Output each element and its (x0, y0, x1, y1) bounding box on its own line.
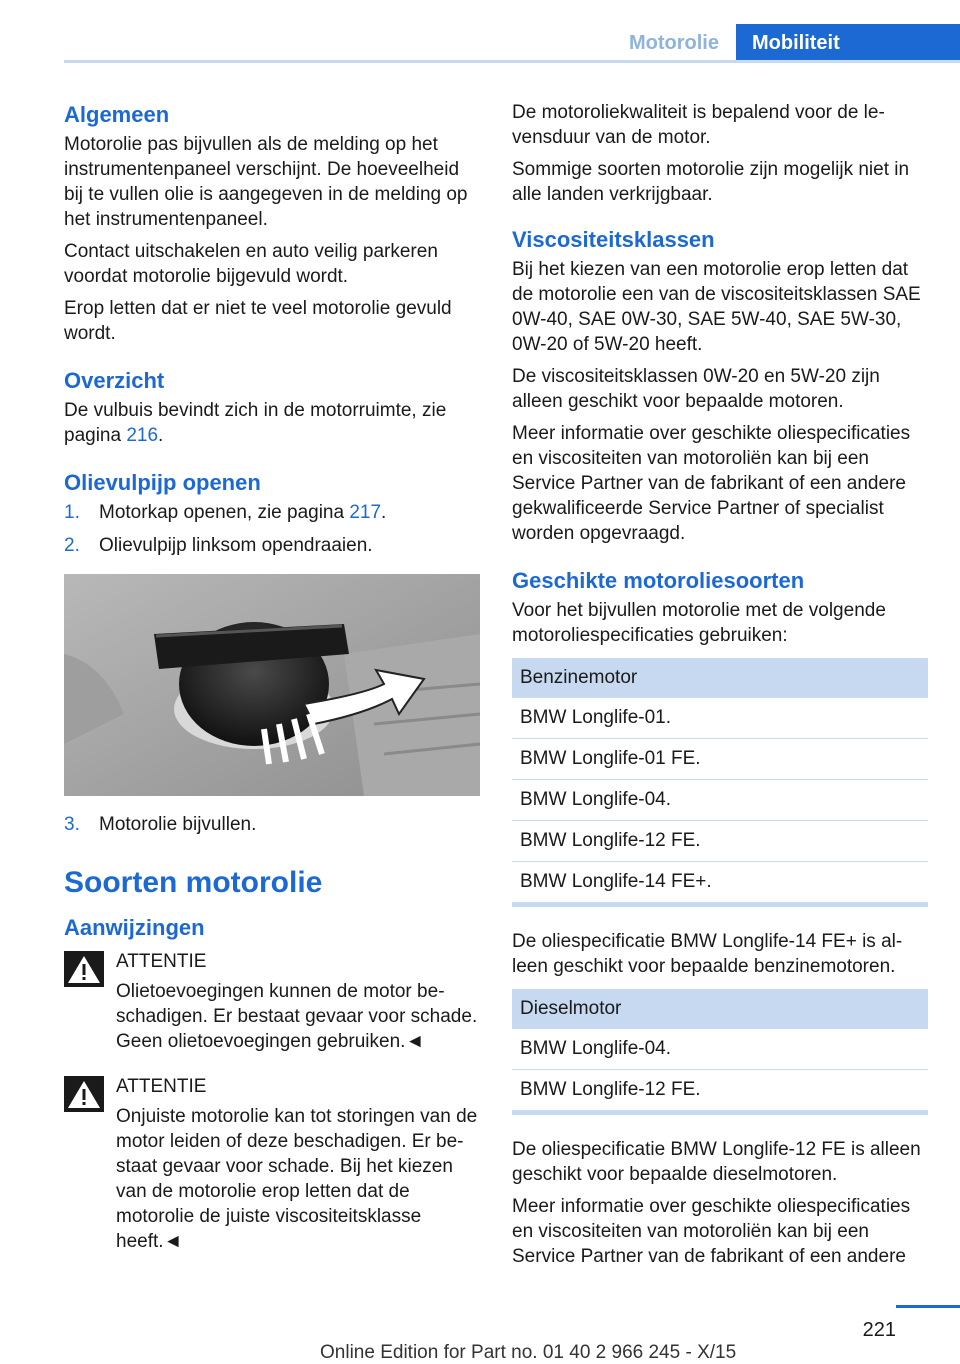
section-viscositeit (512, 225, 928, 546)
paragraph: Voor het bijvullen motorolie met de volgende motoroliespecificaties gebruiken: (512, 600, 886, 646)
page-header (0, 0, 960, 62)
diesel-spec-table (512, 989, 928, 1115)
footer-rule (896, 1305, 960, 1308)
list-item (64, 500, 480, 525)
page-number: 221 (862, 1319, 896, 1341)
overzicht-end: . (158, 425, 164, 446)
table-row: BMW Longlife-12 FE. (512, 821, 928, 862)
section-geschikte (512, 566, 928, 1269)
paragraph: Motorolie pas bijvullen als de melding op het instrumentenpaneel verschijnt. De hoeveelheid bij te vullen olie is aangegeven in de melding op het instrumentenpaneel. (64, 134, 468, 230)
list-item (64, 533, 480, 558)
paragraph: Contact uitschakelen en auto veilig parkeren voordat motorolie bijgevuld wordt. (64, 241, 438, 287)
paragraph: De viscositeitsklassen 0W-20 en 5W-20 zijn alleen geschikt voor bepaalde motoren. (512, 366, 880, 412)
step-text: Olievulpijp linksom opendraaien. (99, 535, 373, 556)
section-algemeen (64, 100, 480, 346)
paragraph: De oliespecificatie BMW Longlife-14 FE+ is alleen geschikt voor bepaalde benzinemotoren. (512, 931, 903, 977)
table-row: BMW Longlife-12 FE. (512, 1070, 928, 1113)
table-row: BMW Longlife-01. (512, 698, 928, 739)
header-rule (64, 60, 960, 63)
section-olievulpijp (64, 468, 480, 837)
table-row: BMW Longlife-01 FE. (512, 739, 928, 780)
tab-motorolie[interactable]: Motorolie (629, 32, 719, 54)
paragraph: De oliespecificatie BMW Longlife-12 FE is alleen geschikt voor bepaalde dieselmotoren. (512, 1139, 921, 1185)
paragraph: Erop letten dat er niet te veel motorolie gevuld wordt. (64, 298, 452, 344)
table-header: Dieselmotor (512, 989, 928, 1029)
heading-algemeen: Algemeen (64, 102, 170, 127)
step-number: 3. (64, 814, 80, 835)
page-link-216[interactable]: 216 (126, 425, 159, 446)
overzicht-text: De vulbuis bevindt zich in de motorruimte, zie pagina (64, 400, 447, 446)
table-row: BMW Longlife-04. (512, 1029, 928, 1070)
heading-geschikte-motoroliesoorten: Geschikte motoroliesoorten (512, 568, 805, 593)
section-overzicht (64, 366, 480, 448)
paragraph: Meer informatie over geschikte oliespecificaties en viscositeiten van motoroliën kan bij een Service Partner van de fabrikant of een andere (512, 1196, 911, 1267)
step-number: 2. (64, 535, 80, 556)
heading-overzicht: Overzicht (64, 368, 165, 393)
heading-viscositeitsklassen: Viscositeitsklassen (512, 227, 715, 252)
step-number: 1. (64, 502, 80, 523)
steps-list (64, 500, 480, 558)
warning-icon (64, 951, 104, 987)
paragraph (64, 398, 480, 448)
step-text: Motorolie bijvullen. (99, 814, 257, 835)
paragraph: De motoroliekwaliteit is bepalend voor de levensduur van de motor. (512, 102, 885, 148)
paragraph: Bij het kiezen van een motorolie erop letten dat de motorolie een van de viscositeitsklassen SAE 0W-40, SAE 0W-30, SAE 5W-40, SAE 5W-30, 0W-20 of 5W-20 heeft. (512, 259, 921, 355)
heading-aanwijzingen: Aanwijzingen (64, 915, 205, 940)
warning-block (64, 949, 480, 1054)
warning-icon (64, 1076, 104, 1112)
warning-text: Onjuiste motorolie kan tot storingen van de motor leiden of deze beschadigen. Er bestaat gevaar voor schade. Bij het kiezen van de motorolie erop letten dat de motorolie de juiste viscositeitsklasse heeft.◄ (116, 1106, 478, 1252)
left-column (64, 100, 480, 1274)
edition-line: Online Edition for Part no. 01 40 2 966 245 - X/15 (320, 1342, 737, 1363)
list-item (64, 812, 480, 837)
page-link-217[interactable]: 217 (349, 502, 382, 523)
heading-olievulpijp: Olievulpijp openen (64, 470, 261, 495)
right-column (512, 100, 928, 1276)
warning-block (64, 1074, 480, 1254)
step-text: Motorkap openen, zie pagina (99, 502, 350, 523)
warning-text: Olietoevoegingen kunnen de motor beschadigen. Er bestaat gevaar voor schade. Geen olietoevoegingen gebruiken.◄ (116, 981, 478, 1052)
step-end: . (381, 502, 387, 523)
section-soorten (64, 863, 480, 1254)
table-row: BMW Longlife-14 FE+. (512, 862, 928, 905)
benzine-spec-table (512, 658, 928, 907)
warning-title: ATTENTIE (116, 951, 207, 972)
paragraph: Meer informatie over geschikte oliespecificaties en viscositeiten van motoroliën kan bij een Service Partner van de fabrikant of een andere gekwalificeerde Service Partner of specialist worden opgevraagd. (512, 423, 911, 544)
oil-cap-photo (64, 574, 480, 796)
table-row: BMW Longlife-04. (512, 780, 928, 821)
warning-title: ATTENTIE (116, 1076, 207, 1097)
chapter-title: Soorten motorolie (64, 866, 323, 899)
paragraph: Sommige soorten motorolie zijn mogelijk niet in alle landen verkrijgbaar. (512, 159, 910, 205)
tab-mobiliteit[interactable]: Mobiliteit (736, 24, 960, 62)
table-header: Benzinemotor (512, 658, 928, 698)
steps-list-continued (64, 812, 480, 837)
page-footer (0, 1305, 960, 1362)
